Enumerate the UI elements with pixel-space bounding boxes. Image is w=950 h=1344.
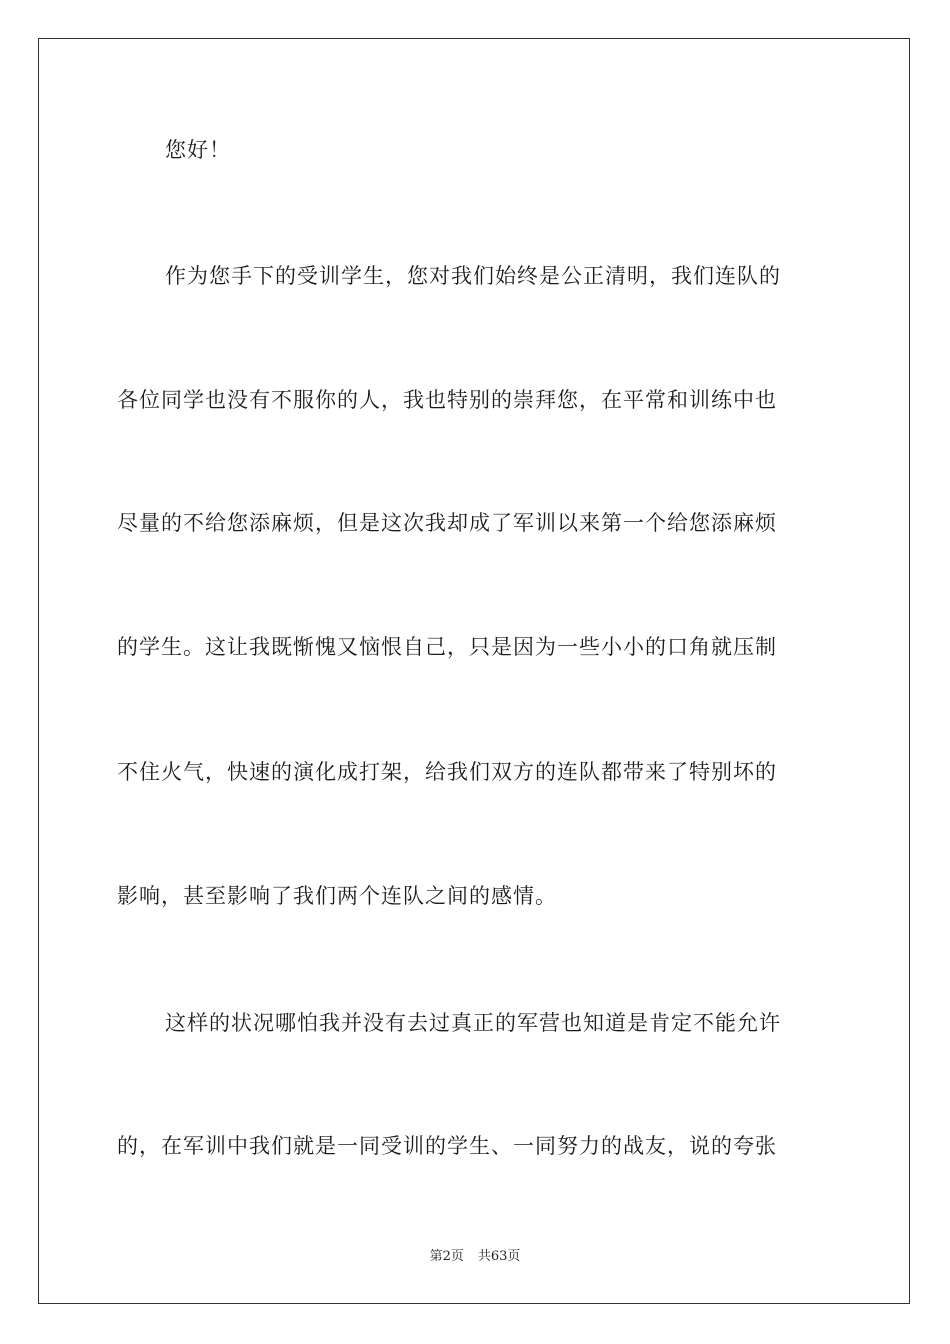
paragraph-line: 的学生。这让我既惭愧又恼恨自己，只是因为一些小小的口角就压制 xyxy=(117,635,777,659)
paragraph-line: 作为您手下的受训学生，您对我们始终是公正清明，我们连队的 xyxy=(165,264,781,288)
paragraph-line: 这样的状况哪怕我并没有去过真正的军营也知道是肯定不能允许 xyxy=(165,1011,781,1035)
page-total: 共63页 xyxy=(477,1249,521,1264)
page-border xyxy=(38,38,910,1304)
greeting: 您好！ xyxy=(165,138,231,162)
paragraph-line: 尽量的不给您添麻烦，但是这次我却成了军训以来第一个给您添麻烦 xyxy=(117,511,777,535)
paragraph-line: 影响，甚至影响了我们两个连队之间的感情。 xyxy=(117,884,557,908)
page-footer xyxy=(0,1248,950,1266)
paragraph-line: 不住火气，快速的演化成打架，给我们双方的连队都带来了特别坏的 xyxy=(117,760,777,784)
page-number: 第2页 xyxy=(429,1249,464,1264)
paragraph-line: 的，在军训中我们就是一同受训的学生、一同努力的战友，说的夸张 xyxy=(117,1134,777,1158)
paragraph-line: 各位同学也没有不服你的人，我也特别的崇拜您，在平常和训练中也 xyxy=(117,388,777,412)
